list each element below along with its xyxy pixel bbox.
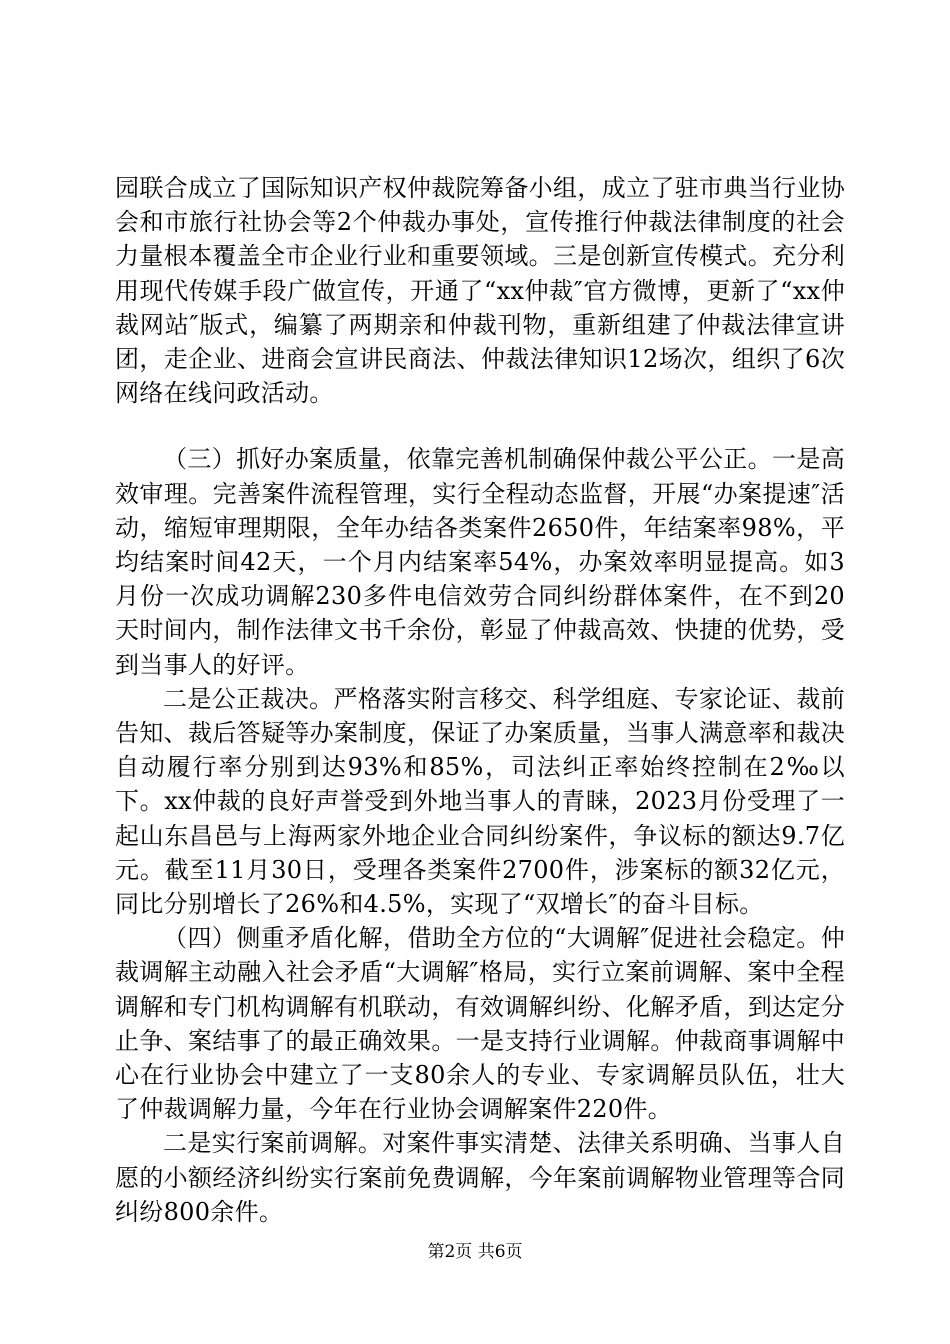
- paragraph-1: 园联合成立了国际知识产权仲裁院筹备小组，成立了驻市典当行业协会和市旅行社协会等2个仲裁办事处，宣传推行仲裁法律制度的社会力量根本覆盖全市企业行业和重要领域。三是创新宣传模式。充分利用现代传媒手段广做宣传，开通了“xx仲裁″官方微博，更新了“xx仲裁网站″版式，编纂了两期亲和仲裁刊物，重新组建了仲裁法律宣讲团，走企业、进商会宣讲民商法、仲裁法律知识12场次，组织了6次网络在线问政活动。: [115, 174, 845, 408]
- paragraph-3: 二是公正裁决。严格落实附言移交、科学组庭、专家论证、裁前告知、裁后答疑等办案制度，保证了办案质量，当事人满意率和裁决自动履行率分别到达93%和85%，司法纠正率始终控制在2‰以下。xx仲裁的良好声誉受到外地当事人的青睐，2023月份受理了一起山东昌邑与上海两家外地企业合同纠纷案件，争议标的额达9.7亿元。截至11月30日，受理各类案件2700件，涉案标的额32亿元，同比分别增长了26%和4.5%，实现了“双增长″的奋斗目标。: [115, 684, 845, 919]
- paragraph-4: （四）侧重矛盾化解，借助全方位的“大调解″促进社会稳定。仲裁调解主动融入社会矛盾“大调解″格局，实行立案前调解、案中全程调解和专门机构调解有机联动，有效调解纠纷、化解矛盾，到达定分止争、案结事了的最正确效果。一是支持行业调解。仲裁商事调解中心在行业协会中建立了一支80余人的专业、专家调解员队伍，壮大了仲裁调解力量，今年在行业协会调解案件220件。: [115, 924, 845, 1124]
- paragraph-5: 二是实行案前调解。对案件事实清楚、法律关系明确、当事人自愿的小额经济纠纷实行案前免费调解，今年案前调解物业管理等合同纠纷800余件。: [115, 1129, 845, 1226]
- page-footer: 第2页 共6页: [427, 1242, 523, 1262]
- document-body: [115, 171, 845, 1229]
- paragraph-2: （三）抓好办案质量，依靠完善机制确保仲裁公平公正。一是高效审理。完善案件流程管理，实行全程动态监督，开展“办案提速″活动，缩短审理期限，全年办结各类案件2650件，年结案率98%，平均结案时间42天，一个月内结案率54%，办案效率明显提高。如3月份一次成功调解230多件电信效劳合同纠纷群体案件，在不到20天时间内，制作法律文书千余份，彰显了仲裁高效、快捷的优势，受到当事人的好评。: [115, 445, 845, 679]
